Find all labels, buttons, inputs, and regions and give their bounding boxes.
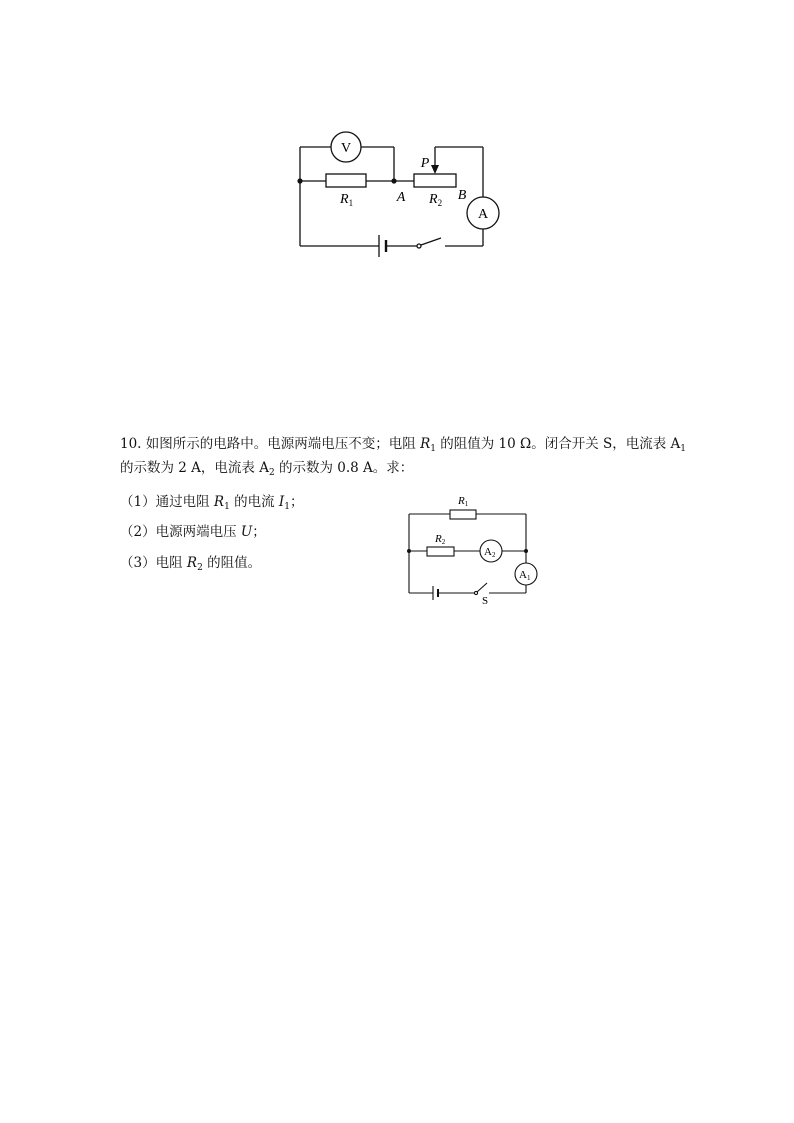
r2-label: R2 [435,533,446,546]
resistor-r1 [450,510,476,519]
circuit-diagram-1 [290,125,500,265]
point-b-label: B [457,188,467,203]
a2-label: A2 [484,546,496,559]
question-1: （1）通过电阻 $R_1$ 的电流 $I_1$； [120,494,304,512]
slider-arrow-icon [431,165,439,174]
question-2: （2）电源两端电压 U； [120,524,266,540]
r1-label: $R_1$ [340,192,354,208]
r1-label: R1 [458,495,469,508]
switch-label: S [481,595,489,605]
a1-label: A1 [519,569,531,582]
junction-a [391,178,396,183]
problem-line-1: 10. 如图所示的电路中。电源两端电压不变；电阻 $R_1$ 的阻值为 10 Ω。闭合开关 S，电流表 $A_1$ [120,436,687,454]
question-3: （3）电阻 $R_2$ 的阻值。 [120,555,262,573]
resistor-r1 [326,174,366,187]
problem-line-2: 的示数为 2 A，电流表 $A_2$ 的示数为 0.8 A。求： [120,460,414,478]
circuit-diagram-2 [400,490,545,605]
r2-label: $R_2$ [429,192,443,208]
resistor-r2 [414,174,456,187]
switch-pivot [417,244,421,248]
resistor-r2 [427,547,454,556]
junction-mid-left [407,549,411,553]
voltmeter-label: V [340,141,352,156]
slider-p-label: P [420,156,430,171]
junction-mid-right [524,549,528,553]
switch-blade [477,583,487,592]
junction-left [297,178,302,183]
point-a-label: A [396,190,406,205]
ammeter-label: A [477,207,489,222]
switch-blade [421,238,441,245]
